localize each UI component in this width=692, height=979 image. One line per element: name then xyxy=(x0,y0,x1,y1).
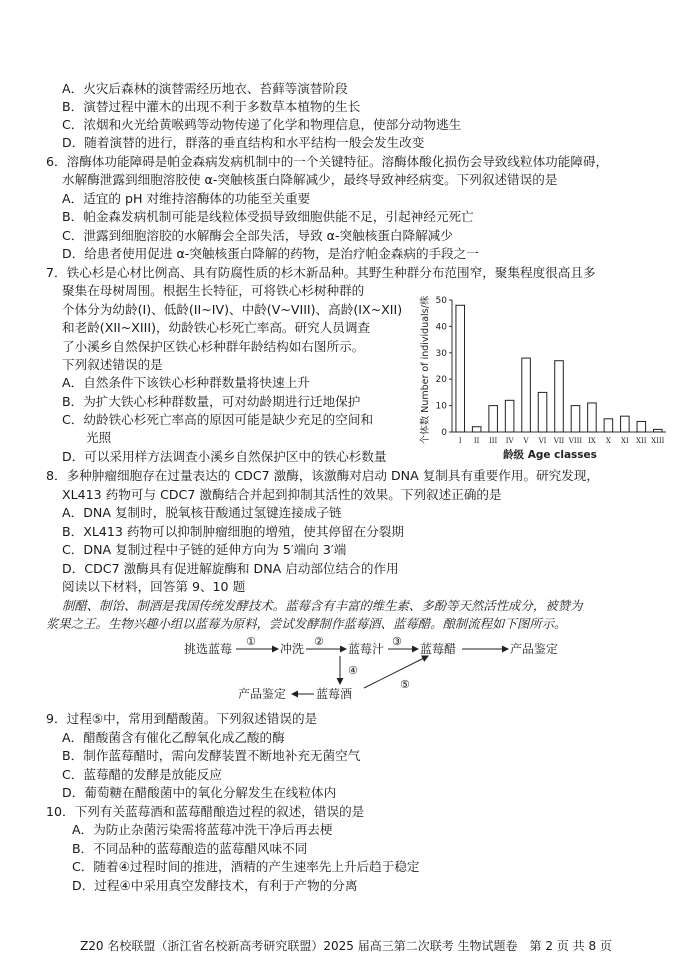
q7-option-d: D．可以采用样方法调查小溪乡自然保护区中的铁心杉数量 xyxy=(62,449,387,464)
chart-x-tick-label: XIII xyxy=(651,437,665,445)
q5-option-b: B．演替过程中灌木的出现不利于多数草本植物的生长 xyxy=(62,99,361,114)
chart-y-tick-label: 10 xyxy=(435,401,447,412)
q10-option-c: C．随着④过程时间的推进，酒精的产生速率先上升后趋于稳定 xyxy=(72,859,420,874)
q5-option-c: C．浓烟和火光给黄喉鹀等动物传递了化学和物理信息，使部分动物逃生 xyxy=(62,117,462,132)
q8-option-c: C．DNA 复制过程中子链的延伸方向为 5′端向 3′端 xyxy=(62,542,347,557)
q8-option-b: B．XL413 药物可以抑制肿瘤细胞的增殖，使其停留在分裂期 xyxy=(62,524,404,539)
chart-bar xyxy=(621,416,630,432)
chart-bar xyxy=(653,429,662,432)
q9-option-d: D．葡萄糖在醋酸菌中的氧化分解发生在线粒体内 xyxy=(62,785,337,800)
chart-bar xyxy=(637,421,646,432)
chart-y-tick-label: 40 xyxy=(435,322,447,333)
q6-option-d: D．给患者使用促进 α-突触核蛋白降解的药物，是治疗帕金森病的手段之一 xyxy=(62,246,479,261)
chart-x-axis-label: 龄级 Age classes xyxy=(503,449,597,461)
q5-option-d: D．随着演替的进行，群落的垂直结构和水平结构一般会发生改变 xyxy=(62,135,425,150)
flow-node-wash: 冲洗 xyxy=(280,642,305,656)
q7-stem-line-1: 7．铁心杉是心材比例高、具有防腐性质的杉木新品种。其野生种群分布范围窄，聚集程度很高且多 xyxy=(46,265,596,280)
chart-bar xyxy=(604,419,613,432)
q7-option-a: A．自然条件下该铁心杉种群数量将快速上升 xyxy=(62,375,310,390)
chart-bar xyxy=(522,358,531,432)
flow-step-5: ⑤ xyxy=(400,678,410,691)
q7-option-c-cont: 光照 xyxy=(86,430,112,445)
q9-option-c: C．蓝莓醋的发酵是放能反应 xyxy=(62,767,222,782)
q5-option-a: A．火灾后森林的演替需经历地衣、苔藓等演替阶段 xyxy=(62,81,348,96)
reading-passage-line-1: 制醋、制饴、制酒是我国传统发酵技术。蓝莓含有丰富的维生素、多酚等天然活性成分，被赞为 xyxy=(62,598,583,613)
q10-option-d: D．过程④中采用真空发酵技术，有利于产物的分离 xyxy=(72,878,358,893)
q7-option-b: B．为扩大铁心杉种群数量，可对幼龄期进行迁地保护 xyxy=(62,394,361,409)
q9-stem: 9．过程⑤中，常用到醋酸菌。下列叙述错误的是 xyxy=(46,711,318,726)
q6-option-c: C．泄露到细胞溶胶的水解酶会全部失活，导致 α-突触核蛋白降解减少 xyxy=(62,228,453,243)
chart-x-tick-label: VIII xyxy=(568,437,583,445)
q10-option-b: B．不同品种的蓝莓酿造的蓝莓醋风味不同 xyxy=(72,841,308,856)
chart-x-tick-label: III xyxy=(489,437,498,445)
q8-stem-line-2: XL413 药物可与 CDC7 激酶结合并起到抑制其活性的效果。下列叙述正确的是 xyxy=(62,487,502,502)
chart-x-tick-label: VII xyxy=(553,437,565,445)
q7-stem-line-6: 下列叙述错误的是 xyxy=(62,357,163,372)
flow-step-4: ④ xyxy=(348,664,358,677)
chart-x-tick-label: VI xyxy=(538,437,547,445)
chart-bar xyxy=(588,403,597,432)
chart-bar xyxy=(571,406,580,432)
chart-bar xyxy=(538,392,547,432)
q6-stem-line-2: 水解酶泄露到细胞溶胶使 α-突触核蛋白降解减少，最终导致神经病变。下列叙述错误的是 xyxy=(62,172,558,187)
chart-y-tick-label: 20 xyxy=(435,375,447,386)
q6-stem-line-1: 6．溶酶体功能障碍是帕金森病发病机制中的一个关键特征。溶酶体酸化损伤会导致线粒体功能障碍， xyxy=(46,154,609,169)
q7-stem-line-5: 了小溪乡自然保护区铁心杉种群年龄结构如右图所示。 xyxy=(62,339,365,354)
chart-x-tick-label: V xyxy=(523,437,529,445)
q7-stem-line-3: 个体分为幼龄(I)、低龄(II~IV)、中龄(V~VIII)、高龄(IX~XII) xyxy=(62,302,403,317)
q8-option-a: A．DNA 复制时，脱氧核苷酸通过氢键连接成子链 xyxy=(62,505,342,520)
age-structure-bar-chart xyxy=(410,292,672,462)
chart-x-tick-label: X xyxy=(605,437,611,445)
flow-step-1: ① xyxy=(246,636,256,648)
flow-node-product-check-2: 产品鉴定 xyxy=(238,687,287,701)
chart-x-tick-label: II xyxy=(473,437,480,445)
flow-node-product-check-1: 产品鉴定 xyxy=(510,642,559,656)
flow-node-juice: 蓝莓汁 xyxy=(348,642,385,656)
chart-y-axis-label: 个体数 Number of individuals/株 xyxy=(420,295,431,445)
blueberry-process-flowchart xyxy=(180,636,560,706)
chart-bar xyxy=(555,361,564,432)
flow-step-3: ③ xyxy=(392,636,402,648)
q6-option-b: B．帕金森发病机制可能是线粒体受损导致细胞供能不足，引起神经元死亡 xyxy=(62,209,474,224)
chart-x-tick-label: IV xyxy=(505,437,514,445)
q8-stem-line-1: 8．多种肿瘤细胞存在过量表达的 CDC7 激酶，该激酶对启动 DNA 复制具有重要作用。研究发现， xyxy=(46,468,600,483)
chart-x-tick-label: XII xyxy=(636,437,647,445)
flow-step-2: ② xyxy=(314,636,324,648)
q8-option-d: D．CDC7 激酶具有促进解旋酶和 DNA 启动部位结合的作用 xyxy=(62,561,399,576)
q7-option-c: C．幼龄铁心杉死亡率高的原因可能是缺少充足的空间和 xyxy=(62,412,374,427)
flow-node-wine: 蓝莓酒 xyxy=(316,687,353,701)
flow-node-select-blueberry: 挑选蓝莓 xyxy=(184,642,233,656)
chart-x-tick-label: I xyxy=(458,437,462,445)
q9-option-b: B．制作蓝莓醋时，需向发酵装置不断地补充无菌空气 xyxy=(62,748,361,763)
q9-option-a: A．醋酸菌含有催化乙醇氧化成乙酸的酶 xyxy=(62,730,285,745)
chart-bar xyxy=(489,406,498,432)
reading-passage-line-2: 浆果之王。生物兴趣小组以蓝莓为原料，尝试发酵制作蓝莓酒、蓝莓醋。酿制流程如下图所示。 xyxy=(46,616,567,631)
chart-bar xyxy=(472,427,481,432)
flow-arrow-5 xyxy=(364,656,428,688)
q7-stem-line-4: 和老龄(XII~XIII)，幼龄铁心杉死亡率高。研究人员调查 xyxy=(62,320,371,335)
reading-intro: 阅读以下材料，回答第 9、10 题 xyxy=(62,579,246,594)
q7-stem-line-2: 聚集在母树周围。根据生长特征，可将铁心杉树种群的 xyxy=(62,283,365,298)
page-footer: Z20 名校联盟（浙江省名校新高考研究联盟）2025 届高三第二次联考 生物试题卷 第 2 页 共 8 页 xyxy=(80,939,612,953)
chart-y-tick-label: 30 xyxy=(435,348,447,359)
q10-option-a: A．为防止杂菌污染需将蓝莓冲洗干净后再去梗 xyxy=(72,822,333,837)
q10-stem: 10．下列有关蓝莓酒和蓝莓醋酿造过程的叙述，错误的是 xyxy=(46,804,365,819)
chart-x-tick-label: IX xyxy=(588,437,596,445)
flow-node-vinegar: 蓝莓醋 xyxy=(420,642,457,656)
q6-option-a: A．适宜的 pH 对维持溶酶体的功能至关重要 xyxy=(62,191,311,206)
chart-bar xyxy=(505,400,514,432)
chart-y-tick-label: 0 xyxy=(441,428,447,438)
chart-x-tick-label: XI xyxy=(620,437,629,445)
chart-bar xyxy=(456,305,465,432)
chart-y-tick-label: 50 xyxy=(435,296,447,306)
